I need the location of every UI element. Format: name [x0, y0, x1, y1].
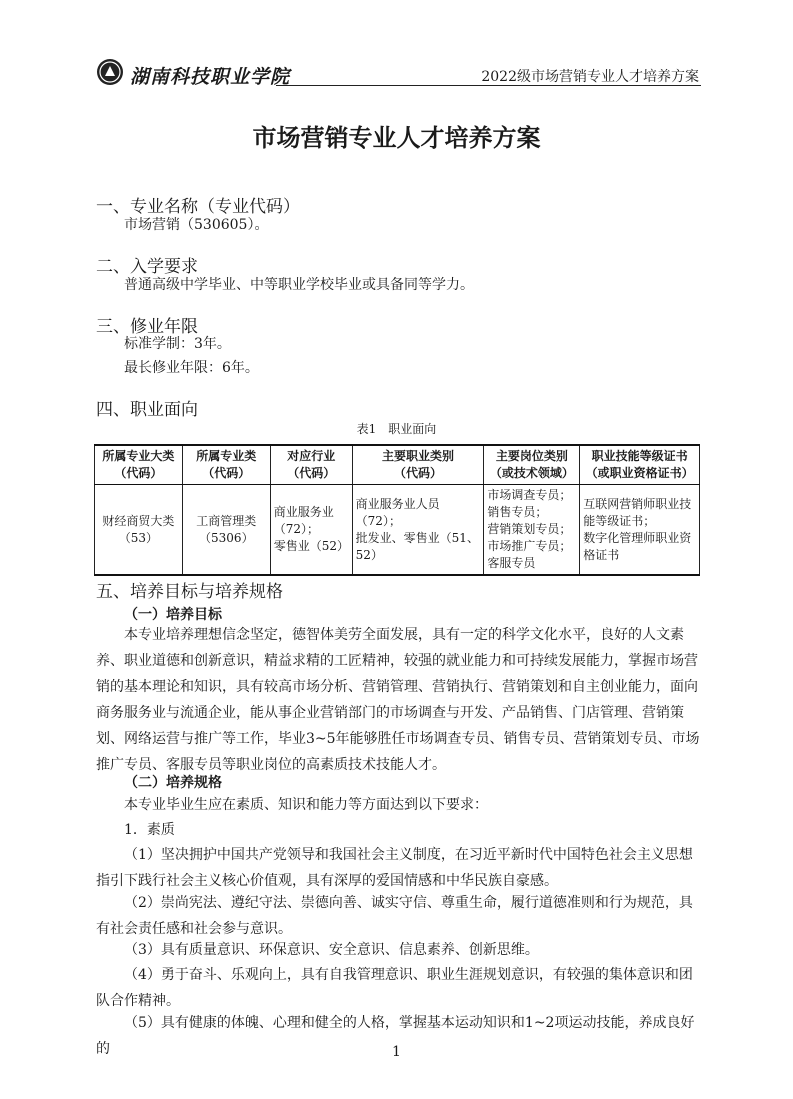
table-header-row [95, 445, 700, 485]
list-item: （5）具有健康的体魄、心理和健全的人格，掌握基本运动知识和1~2项运动技能，养成良好的 [96, 1015, 695, 1057]
section-1-heading: 一、专业名称（专业代码） [96, 197, 300, 217]
header-major-class: 所属专业类 （代码） [182, 445, 270, 485]
quality-heading: 1．素质 [124, 822, 175, 838]
cell-major-class: 工商管理类 （5306） [182, 485, 270, 576]
header-industry: 对应行业 （代码） [270, 445, 352, 485]
section-4-heading: 四、职业面向 [96, 400, 198, 420]
header-major-category: 所属专业大类 （代码） [95, 445, 183, 485]
section-1-body: 市场营销（530605）。 [124, 217, 269, 233]
cell-occupation: 商业服务业人员（72）； 批发业、零售业（51、 52） [352, 485, 484, 576]
cell-industry: 商业服务业 （72）； 零售业（52） [270, 485, 352, 576]
cell-positions: 市场调查专员； 销售专员； 营销策划专员； 市场推广专员； 客服专员 [484, 485, 580, 576]
subsection-training-goal: （一）培养目标 [124, 607, 222, 623]
section-3-line-2: 最长修业年限：6年。 [124, 360, 259, 376]
list-item: （4）勇于奋斗、乐观向上，具有自我管理意识、职业生涯规划意识，有较强的集体意识和团队合作精神。 [96, 967, 693, 1009]
section-3-line-1: 标准学制：3年。 [124, 336, 231, 352]
school-name: 湖南科技职业学院 [130, 66, 291, 88]
section-3-heading: 三、修业年限 [96, 317, 198, 337]
page-number: 1 [392, 1044, 401, 1060]
table-row [95, 485, 700, 576]
header-positions: 主要岗位类别 （或技术领域） [484, 445, 580, 485]
training-goal-paragraph: 本专业培养理想信念坚定，德智体美劳全面发展，具有一定的科学文化水平，良好的人文素养、职业道德和创新意识，精益求精的工匠精神，较强的就业能力和可持续发展能力，掌握市场营销的基本理论和知识，具有较高市场分析、营销管理、营销执行、营销策划和自主创业能力，面向商务服务业与流通企业，能从事企业营销部门的市场调查与开发、产品销售、门店管理、营销策划、网络运营与推广等工作，毕业3~5年能够胜任市场调查专员、销售专员、营销策划专员、市场推广专员、客服专员等职业岗位的高素质技术技能人才。 [96, 627, 700, 773]
list-item: （2）崇尚宪法、遵纪守法、崇德向善、诚实守信、尊重生命，履行道德准则和行为规范，具有社会责任感和社会参与意识。 [96, 895, 693, 937]
subsection-training-spec: （二）培养规格 [124, 775, 222, 791]
occupation-table [94, 444, 700, 576]
header-occupation: 主要职业类别 （代码） [352, 445, 484, 485]
header-certificates: 职业技能等级证书 （或职业资格证书） [580, 445, 700, 485]
training-spec-intro: 本专业毕业生应在素质、知识和能力等方面达到以下要求： [124, 797, 488, 813]
school-logo-icon [96, 58, 124, 86]
document-title: 市场营销专业人才培养方案 [252, 124, 541, 152]
running-title: 2022级市场营销专业人才培养方案 [481, 69, 699, 85]
section-2-heading: 二、入学要求 [96, 257, 198, 277]
section-5-heading: 五、培养目标与培养规格 [96, 582, 283, 602]
list-item: （3）具有质量意识、环保意识、安全意识、信息素养、创新思维。 [124, 942, 539, 958]
table-caption: 表1 职业面向 [356, 422, 437, 436]
section-2-body: 普通高级中学毕业、中等职业学校毕业或具备同等学力。 [124, 277, 474, 293]
page-header [96, 56, 701, 88]
cell-certificates: 互联网营销师职业技 能等级证书； 数字化管理师职业资 格证书 [580, 485, 700, 576]
list-item: （1）坚决拥护中国共产党领导和我国社会主义制度，在习近平新时代中国特色社会主义思想指引下践行社会主义核心价值观，具有深厚的爱国情感和中华民族自豪感。 [96, 847, 693, 889]
cell-major-category: 财经商贸大类 （53） [95, 485, 183, 576]
header-rule [276, 85, 701, 86]
